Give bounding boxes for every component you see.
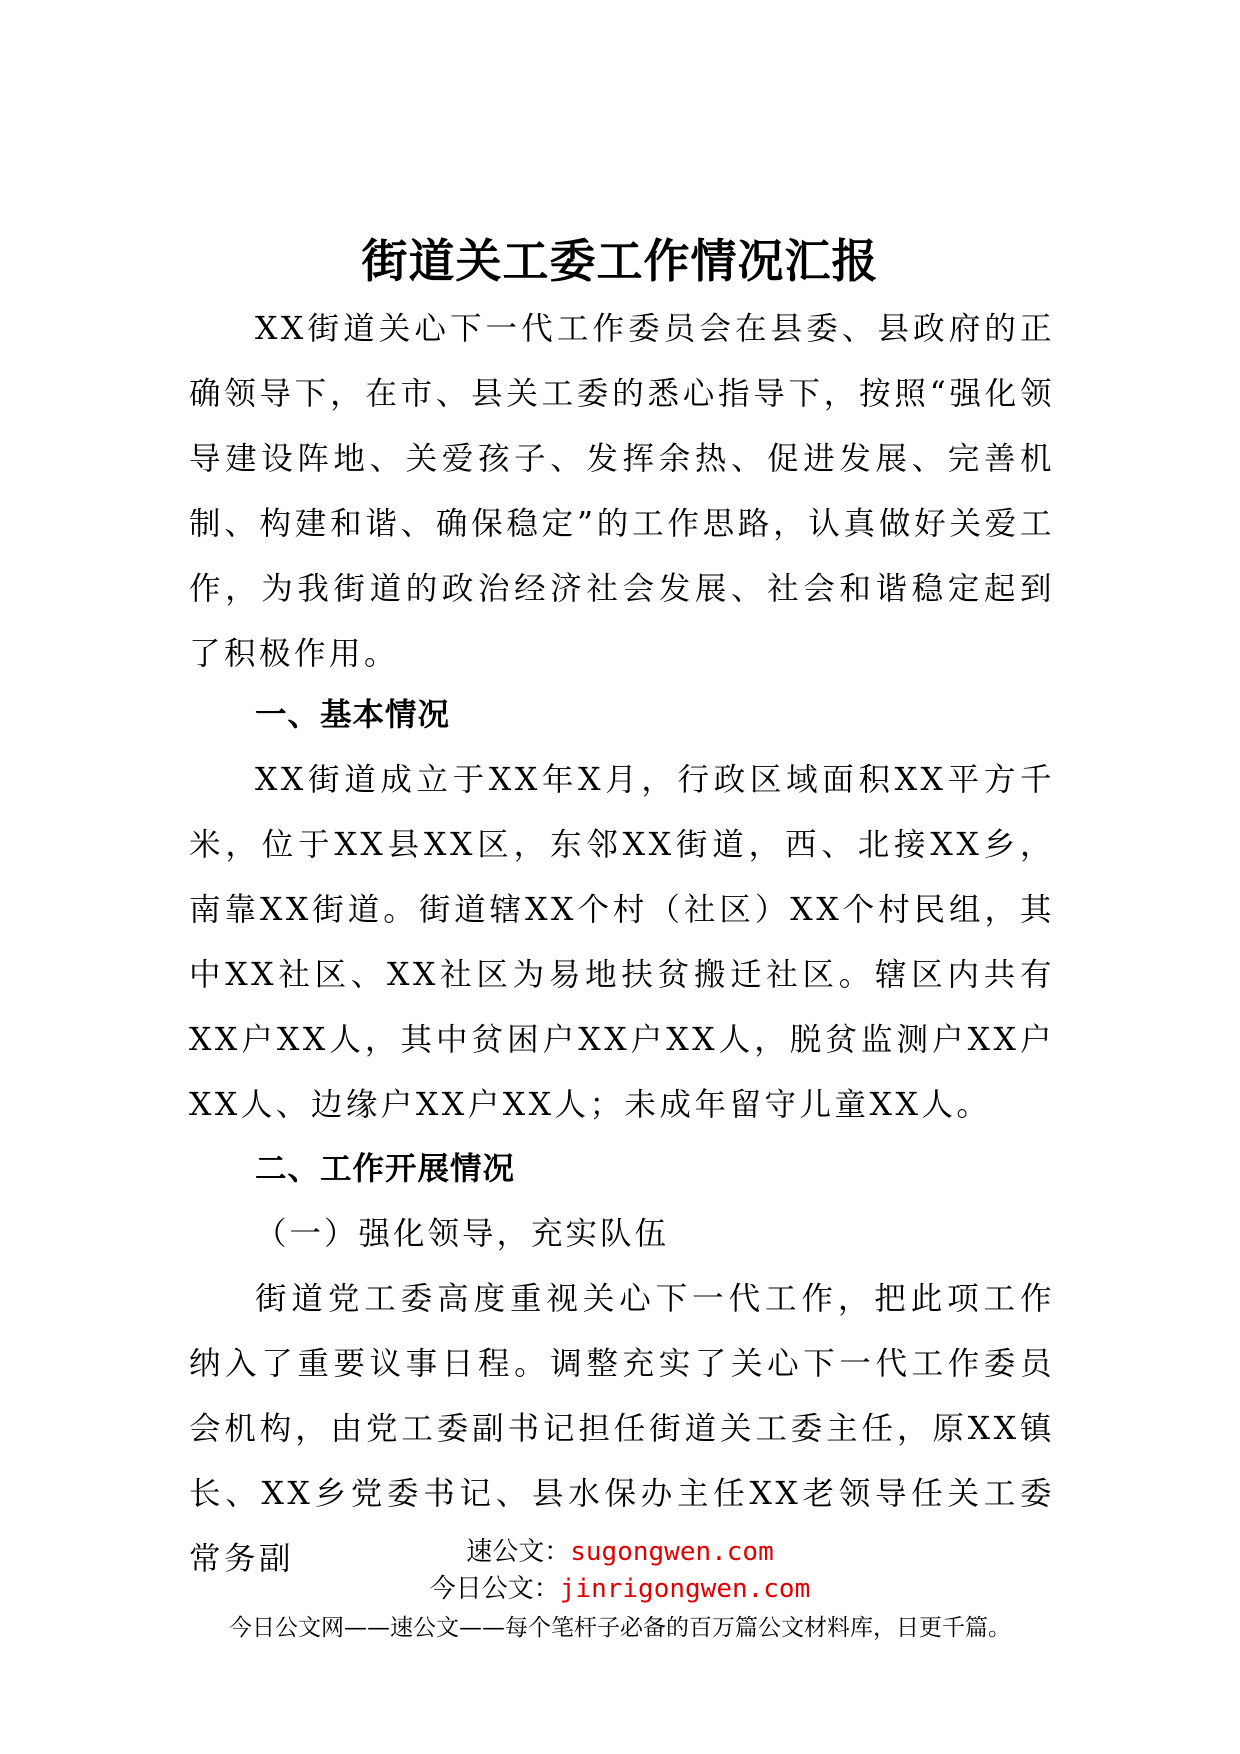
footer-link-sugongwen[interactable]: sugongwen.com — [570, 1537, 774, 1567]
footer-line-jinrigongwen — [0, 1571, 1240, 1607]
footer-label-sugongwen: 速公文： — [466, 1537, 571, 1567]
page-title: 街道关工委工作情况汇报 — [361, 234, 879, 288]
basic-info-paragraph: XX街道成立于XX年X月，行政区域面积XX平方千米，位于XX县XX区，东邻XX街道，西、北接XX乡，南靠XX街道。街道辖XX个村（社区）XX个村民组，其中XX社区、XX社区为易地扶贫搬迁社区。辖区内共有XX户XX人，其中贫困户XX户XX人，脱贫监测户XX户XX人、边缘户XX户XX人；未成年留守儿童XX人。 — [189, 762, 1055, 1123]
section-heading-basic: 一、基本情况 — [255, 697, 451, 733]
leadership-paragraph: 街道党工委高度重视关心下一代工作，把此项工作纳入了重要议事日程。调整充实了关心下一代工作委员会机构，由党工委副书记担任街道关工委主任，原XX镇长、XX乡党委书记、县水保办主任XX老领导任关工委常务副 — [189, 1281, 1055, 1577]
footer-label-jinrigongwen: 今日公文： — [429, 1574, 560, 1604]
intro-paragraph: XX街道关心下一代工作委员会在县委、县政府的正确领导下，在市、县关工委的悉心指导下，按照“强化领导建设阵地、关爱孩子、发挥余热、促进发展、完善机制、构建和谐、确保稳定”的工作思路，认真做好关爱工作，为我街道的政治经济社会发展、社会和谐稳定起到了积极作用。 — [189, 311, 1055, 672]
footer-slogan: 今日公文网——速公文——每个笔杆子必备的百万篇公文材料库，日更千篇。 — [229, 1615, 1011, 1641]
footer-link-jinrigongwen[interactable]: jinrigongwen.com — [559, 1574, 811, 1604]
footer-line-sugongwen — [0, 1534, 1240, 1570]
subsection-heading-leadership: （一）强化领导，充实队伍 — [255, 1216, 670, 1252]
section-heading-work: 二、工作开展情况 — [255, 1151, 516, 1187]
